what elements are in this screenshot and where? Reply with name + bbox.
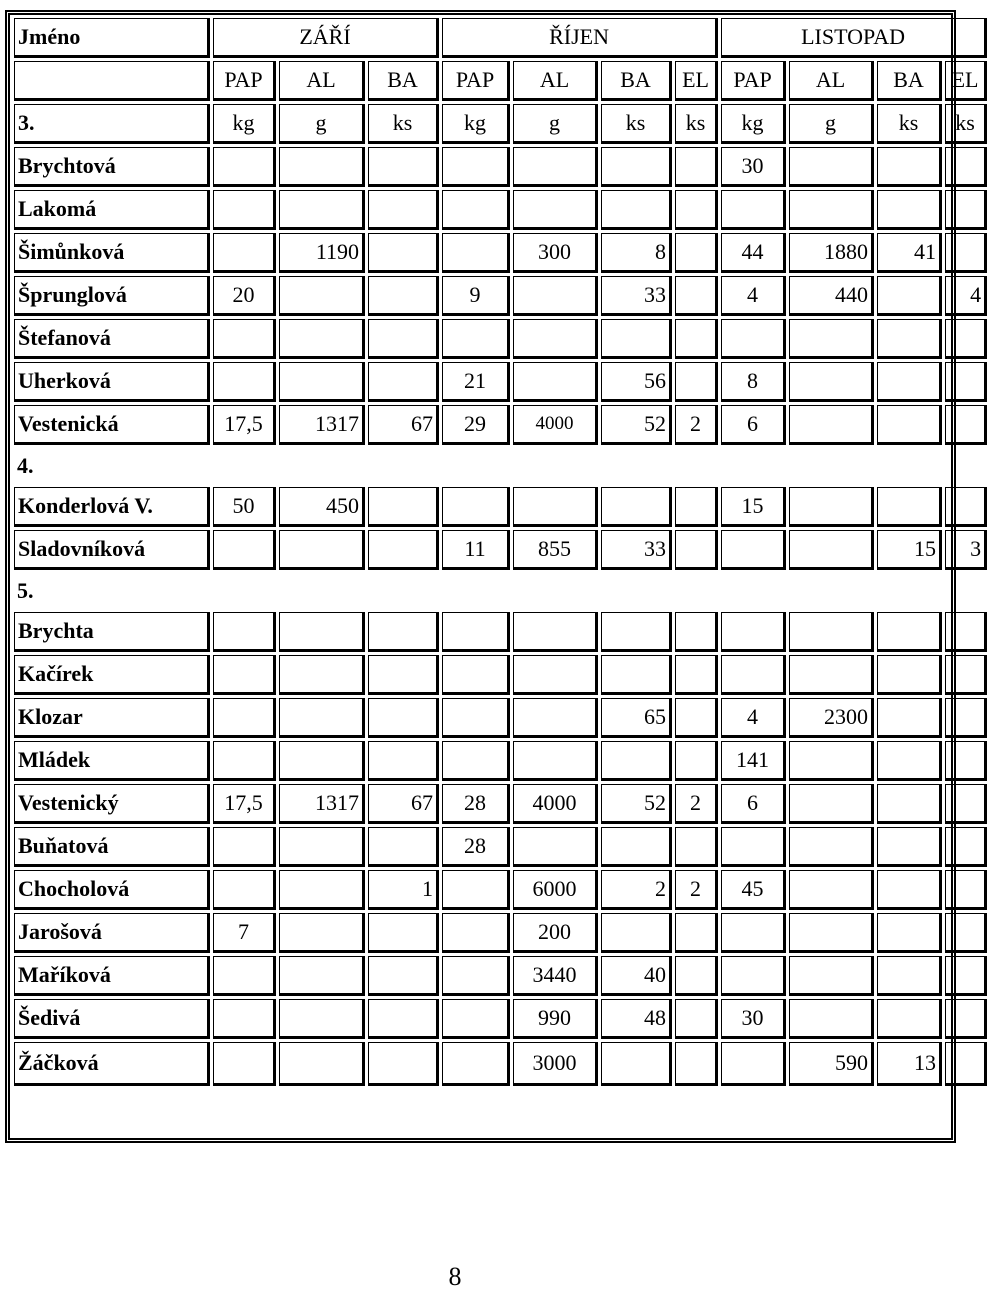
value-cell (945, 362, 987, 402)
value-cell (213, 827, 276, 867)
value-cell (442, 612, 510, 652)
value-cell (675, 276, 718, 316)
value-cell (721, 190, 786, 230)
value-cell (279, 1042, 365, 1086)
month-header-listopad: LISTOPAD (721, 18, 987, 58)
value-cell (213, 233, 276, 273)
value-cell (513, 698, 598, 738)
person-name: Šedivá (14, 999, 210, 1039)
value-cell (945, 655, 987, 695)
person-name: Šimůnková (14, 233, 210, 273)
person-name: Konderlová V. (14, 487, 210, 527)
table-row (14, 827, 987, 867)
value-cell (721, 530, 786, 570)
value-cell (877, 319, 942, 359)
material-code-cell: AL (789, 61, 874, 101)
table-row (14, 276, 987, 316)
value-cell: 9 (442, 276, 510, 316)
value-cell (877, 741, 942, 781)
person-name: Brychta (14, 612, 210, 652)
table-row (14, 405, 987, 445)
value-cell (675, 1042, 718, 1086)
value-cell: 4000 (513, 784, 598, 824)
table-row (14, 233, 987, 273)
value-cell: 1317 (279, 784, 365, 824)
value-cell (877, 487, 942, 527)
table-row (14, 741, 987, 781)
waste-collection-table (11, 15, 990, 1089)
empty-header-cell (14, 61, 210, 101)
value-cell: 2 (601, 870, 672, 910)
table-row (14, 190, 987, 230)
value-cell (279, 741, 365, 781)
table-row (14, 999, 987, 1039)
value-cell: 52 (601, 405, 672, 445)
value-cell (279, 999, 365, 1039)
value-cell (368, 190, 439, 230)
unit-cell: ks (945, 104, 987, 144)
value-cell (675, 655, 718, 695)
value-cell (945, 827, 987, 867)
table-row (14, 319, 987, 359)
value-cell: 48 (601, 999, 672, 1039)
value-cell (601, 612, 672, 652)
group-label: 5. (17, 578, 34, 603)
value-cell: 52 (601, 784, 672, 824)
material-code-cell: PAP (721, 61, 786, 101)
value-cell: 3440 (513, 956, 598, 996)
value-cell (945, 190, 987, 230)
value-cell (789, 655, 874, 695)
table-row (14, 698, 987, 738)
value-cell (601, 1042, 672, 1086)
value-cell (279, 530, 365, 570)
table-row (14, 913, 987, 953)
group-label: 4. (17, 453, 34, 478)
unit-row (14, 104, 987, 144)
value-cell (789, 870, 874, 910)
value-cell (213, 870, 276, 910)
person-name: Klozar (14, 698, 210, 738)
value-cell (675, 913, 718, 953)
value-cell: 17,5 (213, 784, 276, 824)
unit-cell: ks (368, 104, 439, 144)
value-cell: 440 (789, 276, 874, 316)
table-row (14, 870, 987, 910)
value-cell: 30 (721, 147, 786, 187)
value-cell (279, 147, 365, 187)
value-cell (442, 741, 510, 781)
value-cell (513, 741, 598, 781)
name-column-header: Jméno (14, 18, 210, 58)
value-cell (675, 698, 718, 738)
value-cell (513, 827, 598, 867)
person-name: Žáčková (14, 1042, 210, 1086)
material-code-cell: EL (675, 61, 718, 101)
page-number: 8 (448, 1262, 462, 1291)
month-header-row (14, 18, 987, 58)
value-cell (945, 405, 987, 445)
value-cell (721, 827, 786, 867)
value-cell: 200 (513, 913, 598, 953)
value-cell (368, 319, 439, 359)
value-cell (789, 487, 874, 527)
value-cell (721, 612, 786, 652)
value-cell (675, 999, 718, 1039)
value-cell: 2300 (789, 698, 874, 738)
value-cell: 41 (877, 233, 942, 273)
value-cell (721, 319, 786, 359)
value-cell (213, 362, 276, 402)
group-row (14, 573, 987, 609)
person-name: Jarošová (14, 913, 210, 953)
value-cell (675, 190, 718, 230)
value-cell (789, 999, 874, 1039)
unit-cell: ks (877, 104, 942, 144)
value-cell: 17,5 (213, 405, 276, 445)
value-cell (601, 190, 672, 230)
value-cell: 28 (442, 827, 510, 867)
material-code-cell: EL (945, 61, 987, 101)
value-cell (513, 362, 598, 402)
table-row (14, 1042, 987, 1086)
unit-cell: kg (213, 104, 276, 144)
group-row-filler (213, 573, 987, 609)
value-cell (213, 530, 276, 570)
unit-cell: g (789, 104, 874, 144)
value-cell: 6000 (513, 870, 598, 910)
table-row (14, 612, 987, 652)
person-name: Chocholová (14, 870, 210, 910)
value-cell (945, 233, 987, 273)
value-cell (279, 362, 365, 402)
value-cell: 45 (721, 870, 786, 910)
value-cell (789, 827, 874, 867)
person-name: Lakomá (14, 190, 210, 230)
value-cell (945, 999, 987, 1039)
value-cell: 1880 (789, 233, 874, 273)
value-cell: 300 (513, 233, 598, 273)
value-cell: 4 (721, 698, 786, 738)
value-cell (279, 956, 365, 996)
value-cell (601, 147, 672, 187)
value-cell: 6 (721, 784, 786, 824)
value-cell (279, 612, 365, 652)
person-name: Buňatová (14, 827, 210, 867)
table-row (14, 530, 987, 570)
value-cell: 15 (721, 487, 786, 527)
unit-cell: kg (442, 104, 510, 144)
value-cell (877, 362, 942, 402)
value-cell: 29 (442, 405, 510, 445)
value-cell: 1317 (279, 405, 365, 445)
value-cell (442, 655, 510, 695)
value-cell (513, 190, 598, 230)
value-cell (945, 1042, 987, 1086)
value-cell (213, 999, 276, 1039)
unit-cell: ks (601, 104, 672, 144)
person-name: Maříková (14, 956, 210, 996)
value-cell (877, 276, 942, 316)
value-cell (213, 741, 276, 781)
value-cell: 590 (789, 1042, 874, 1086)
value-cell (368, 612, 439, 652)
value-cell (789, 405, 874, 445)
value-cell (513, 655, 598, 695)
person-name: Uherková (14, 362, 210, 402)
value-cell: 28 (442, 784, 510, 824)
value-cell (877, 405, 942, 445)
value-cell (675, 827, 718, 867)
value-cell (877, 147, 942, 187)
value-cell (945, 698, 987, 738)
value-cell: 990 (513, 999, 598, 1039)
group-label: 3. (14, 104, 210, 144)
value-cell (945, 956, 987, 996)
value-cell: 450 (279, 487, 365, 527)
value-cell (877, 784, 942, 824)
table-row (14, 655, 987, 695)
value-cell (442, 487, 510, 527)
value-cell: 44 (721, 233, 786, 273)
value-cell: 15 (877, 530, 942, 570)
value-cell (442, 147, 510, 187)
value-cell (513, 319, 598, 359)
value-cell (945, 612, 987, 652)
value-cell (601, 487, 672, 527)
value-cell (675, 956, 718, 996)
material-code-cell: PAP (213, 61, 276, 101)
value-cell (442, 999, 510, 1039)
value-cell (442, 870, 510, 910)
value-cell (789, 784, 874, 824)
value-cell (213, 147, 276, 187)
person-name: Mládek (14, 741, 210, 781)
value-cell (675, 147, 718, 187)
value-cell (368, 655, 439, 695)
value-cell (368, 999, 439, 1039)
value-cell (368, 913, 439, 953)
value-cell (877, 870, 942, 910)
value-cell (368, 956, 439, 996)
value-cell (789, 612, 874, 652)
value-cell: 40 (601, 956, 672, 996)
person-name: Štefanová (14, 319, 210, 359)
value-cell: 56 (601, 362, 672, 402)
value-cell (945, 487, 987, 527)
value-cell (213, 655, 276, 695)
value-cell: 1190 (279, 233, 365, 273)
value-cell (279, 190, 365, 230)
value-cell (513, 276, 598, 316)
value-cell (675, 233, 718, 273)
value-cell (513, 487, 598, 527)
value-cell: 8 (721, 362, 786, 402)
value-cell (442, 698, 510, 738)
value-cell (213, 956, 276, 996)
value-cell (442, 233, 510, 273)
value-cell (601, 741, 672, 781)
material-code-row (14, 61, 987, 101)
value-cell (789, 956, 874, 996)
value-cell: 33 (601, 530, 672, 570)
value-cell (945, 870, 987, 910)
value-cell (368, 827, 439, 867)
value-cell (213, 190, 276, 230)
value-cell (279, 276, 365, 316)
value-cell (442, 913, 510, 953)
value-cell (789, 190, 874, 230)
value-cell (721, 913, 786, 953)
value-cell (513, 147, 598, 187)
value-cell (789, 147, 874, 187)
person-name: Vestenický (14, 784, 210, 824)
value-cell: 8 (601, 233, 672, 273)
value-cell (877, 956, 942, 996)
value-cell (279, 655, 365, 695)
value-cell (213, 698, 276, 738)
value-cell (442, 190, 510, 230)
unit-cell: g (513, 104, 598, 144)
value-cell (279, 827, 365, 867)
value-cell (789, 913, 874, 953)
value-cell (368, 147, 439, 187)
person-name: Sladovníková (14, 530, 210, 570)
person-name: Vestenická (14, 405, 210, 445)
value-cell: 855 (513, 530, 598, 570)
value-cell (368, 741, 439, 781)
value-cell: 2 (675, 405, 718, 445)
value-cell (368, 276, 439, 316)
value-cell: 67 (368, 405, 439, 445)
value-cell (601, 319, 672, 359)
value-cell (368, 233, 439, 273)
value-cell (368, 362, 439, 402)
value-cell (213, 612, 276, 652)
value-cell (601, 655, 672, 695)
value-cell: 21 (442, 362, 510, 402)
value-cell: 2 (675, 784, 718, 824)
value-cell (877, 190, 942, 230)
unit-cell: kg (721, 104, 786, 144)
group-row-filler (213, 448, 987, 484)
material-code-cell: AL (513, 61, 598, 101)
value-cell (877, 655, 942, 695)
value-cell (601, 913, 672, 953)
value-cell (945, 913, 987, 953)
value-cell (877, 698, 942, 738)
value-cell: 13 (877, 1042, 942, 1086)
value-cell (368, 487, 439, 527)
value-cell: 2 (675, 870, 718, 910)
value-cell (877, 999, 942, 1039)
value-cell (601, 827, 672, 867)
value-cell (721, 956, 786, 996)
value-cell (789, 530, 874, 570)
person-name: Kačírek (14, 655, 210, 695)
value-cell: 67 (368, 784, 439, 824)
value-cell (368, 698, 439, 738)
value-cell (279, 319, 365, 359)
value-cell (213, 319, 276, 359)
table-row (14, 362, 987, 402)
value-cell (877, 913, 942, 953)
value-cell (945, 147, 987, 187)
unit-cell: g (279, 104, 365, 144)
value-cell (721, 1042, 786, 1086)
value-cell (789, 741, 874, 781)
value-cell (945, 319, 987, 359)
value-cell (368, 1042, 439, 1086)
value-cell: 3000 (513, 1042, 598, 1086)
value-cell (721, 655, 786, 695)
month-header-zari: ZÁŘÍ (213, 18, 439, 58)
value-cell (442, 319, 510, 359)
value-cell (675, 530, 718, 570)
person-name: Brychtová (14, 147, 210, 187)
value-cell (442, 956, 510, 996)
material-code-cell: PAP (442, 61, 510, 101)
value-cell: 20 (213, 276, 276, 316)
table-row (14, 487, 987, 527)
unit-cell: ks (675, 104, 718, 144)
value-cell (279, 698, 365, 738)
value-cell: 7 (213, 913, 276, 953)
table-row (14, 956, 987, 996)
value-cell (945, 741, 987, 781)
value-cell: 4000 (513, 405, 598, 445)
value-cell: 11 (442, 530, 510, 570)
value-cell: 3 (945, 530, 987, 570)
value-cell (213, 1042, 276, 1086)
value-cell: 1 (368, 870, 439, 910)
value-cell: 33 (601, 276, 672, 316)
group-row (14, 448, 987, 484)
value-cell (675, 319, 718, 359)
value-cell (675, 612, 718, 652)
material-code-cell: BA (601, 61, 672, 101)
value-cell: 4 (721, 276, 786, 316)
value-cell (513, 612, 598, 652)
value-cell: 141 (721, 741, 786, 781)
value-cell: 6 (721, 405, 786, 445)
value-cell (877, 612, 942, 652)
value-cell (877, 827, 942, 867)
person-name: Šprunglová (14, 276, 210, 316)
material-code-cell: BA (877, 61, 942, 101)
material-code-cell: BA (368, 61, 439, 101)
value-cell (279, 870, 365, 910)
value-cell (675, 362, 718, 402)
value-cell (442, 1042, 510, 1086)
material-code-cell: AL (279, 61, 365, 101)
value-cell: 50 (213, 487, 276, 527)
value-cell (675, 741, 718, 781)
month-header-rijen: ŘÍJEN (442, 18, 718, 58)
value-cell (789, 319, 874, 359)
value-cell (279, 913, 365, 953)
value-cell: 30 (721, 999, 786, 1039)
value-cell: 4 (945, 276, 987, 316)
value-cell: 65 (601, 698, 672, 738)
value-cell (368, 530, 439, 570)
table-row (14, 784, 987, 824)
value-cell (675, 487, 718, 527)
value-cell (945, 784, 987, 824)
table-row (14, 147, 987, 187)
value-cell (789, 362, 874, 402)
